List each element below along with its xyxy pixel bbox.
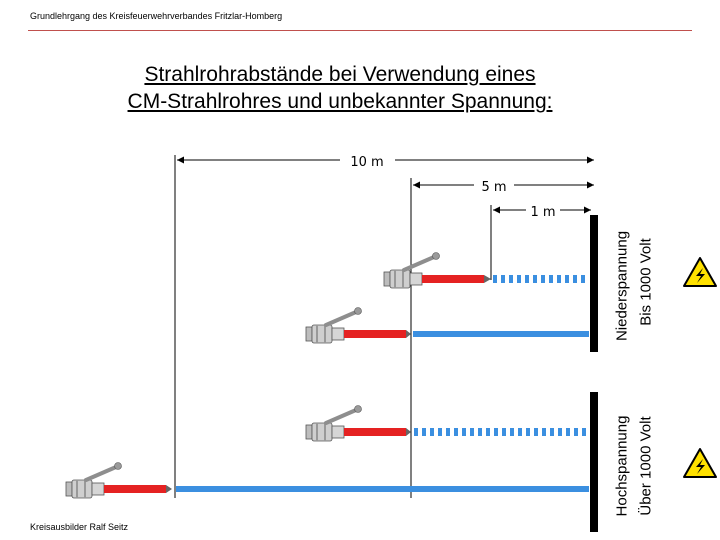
label-10m: 10 m <box>350 155 384 170</box>
nozzle-row-5m-jet <box>66 463 589 499</box>
hose-segment <box>422 275 484 283</box>
hose-segment <box>344 330 406 338</box>
hose-segment <box>344 428 406 436</box>
hose-segment <box>104 485 166 493</box>
dimension-5m <box>411 178 594 498</box>
footer-text: Kreisausbilder Ralf Seitz <box>30 522 129 532</box>
header-text: Grundlehrgang des Kreisfeuerwehrverbandes Fritzlar-Homberg <box>30 11 283 21</box>
water-jet <box>176 486 589 492</box>
dimension-1m <box>491 205 591 280</box>
high-voltage-wall <box>590 392 598 532</box>
nozzle-row-1m <box>384 253 588 289</box>
title-line-1: Strahlrohrabstände bei Verwendung eines <box>144 63 536 86</box>
title-line-2: CM-Strahlrohres und unbekannter Spannung: <box>127 90 553 113</box>
nozzle-row-5m <box>306 406 588 442</box>
water-jet <box>413 331 589 337</box>
label-1m: 1 m <box>530 205 556 220</box>
label-5m: 5 m <box>481 180 507 195</box>
high-voltage-warning-icon <box>684 258 716 286</box>
high-voltage-warning-icon <box>684 449 716 477</box>
low-voltage-wall <box>590 215 598 352</box>
nozzle-row-1m-jet <box>306 308 589 344</box>
